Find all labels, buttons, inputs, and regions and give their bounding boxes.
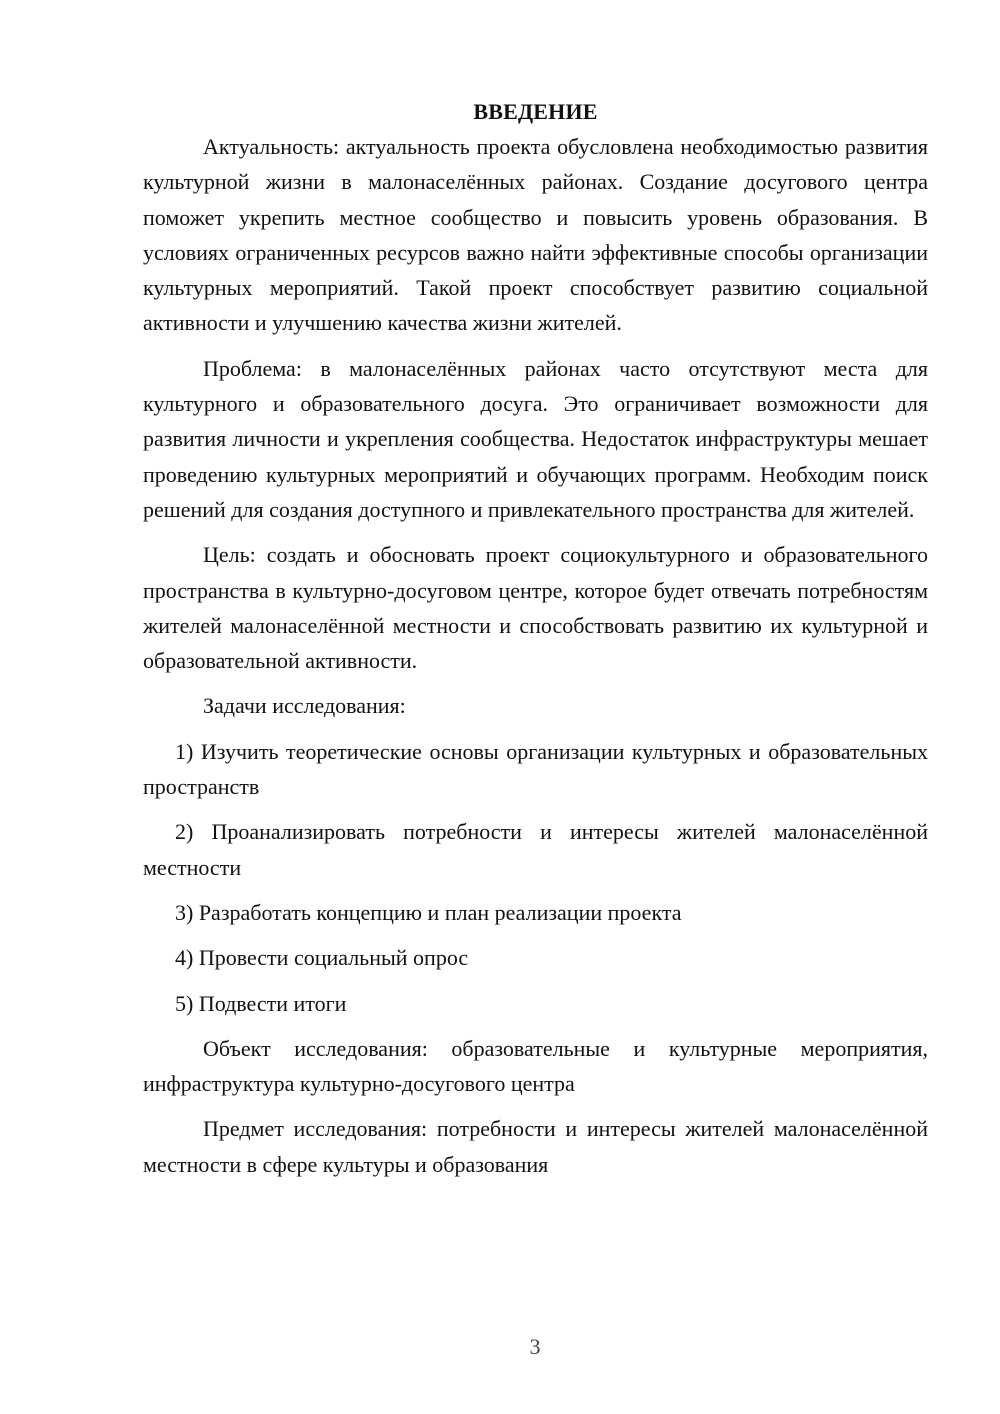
paragraph-problem: Проблема: в малонаселённых районах часто отсутствуют места для культурного и образовательного досуга. Это ограничивает возможности для развития личности и укрепления сообщества. Недостаток инфраструктуры мешает проведению культурных мероприятий и обучающих программ. Необходим поиск решений для создания доступного и привлекательного пространства для жителей. [143,355,928,522]
paragraph-subject: Предмет исследования: потребности и интересы жителей малонаселённой местности в сфере культуры и образования [143,1116,928,1177]
section-title: ВВЕДЕНИЕ [473,99,598,124]
list-item: 3) Разработать концепцию и план реализации проекта [175,899,682,925]
paragraph-relevance: Актуальность: актуальность проекта обусловлена необходимостью развития культурной жизни в малонаселённых районах. Создание досугового центра поможет укрепить местное сообщество и повысить уровень образования. В условиях ограниченных ресурсов важно найти эффективные способы организации культурных мероприятий. Такой проект способствует развитию социальной активности и улучшению качества жизни жителей. [143,134,928,336]
paragraph-object: Объект исследования: образовательные и культурные мероприятия, инфраструктура культурно-досугового центра [143,1035,928,1097]
tasks-heading: Задачи исследования: [203,693,406,719]
list-item: 5) Подвести итоги [175,990,347,1016]
page-content [143,94,928,1192]
list-item: 1) Изучить теоретические основы организации культурных и образовательных пространств [143,738,928,800]
list-item: 2) Проанализировать потребности и интересы жителей малонаселённой местности [143,819,928,880]
list-item: 4) Провести социальный опрос [175,945,469,971]
tasks-list [143,734,928,1021]
paragraph-goal: Цель: создать и обосновать проект социокультурного и образовательного пространства в культурно-досуговом центре, которое будет отвечать потребностям жителей малонаселённой местности и способствовать развитию их культурной и образовательной активности. [143,542,928,674]
page-number: 3 [529,1334,541,1359]
